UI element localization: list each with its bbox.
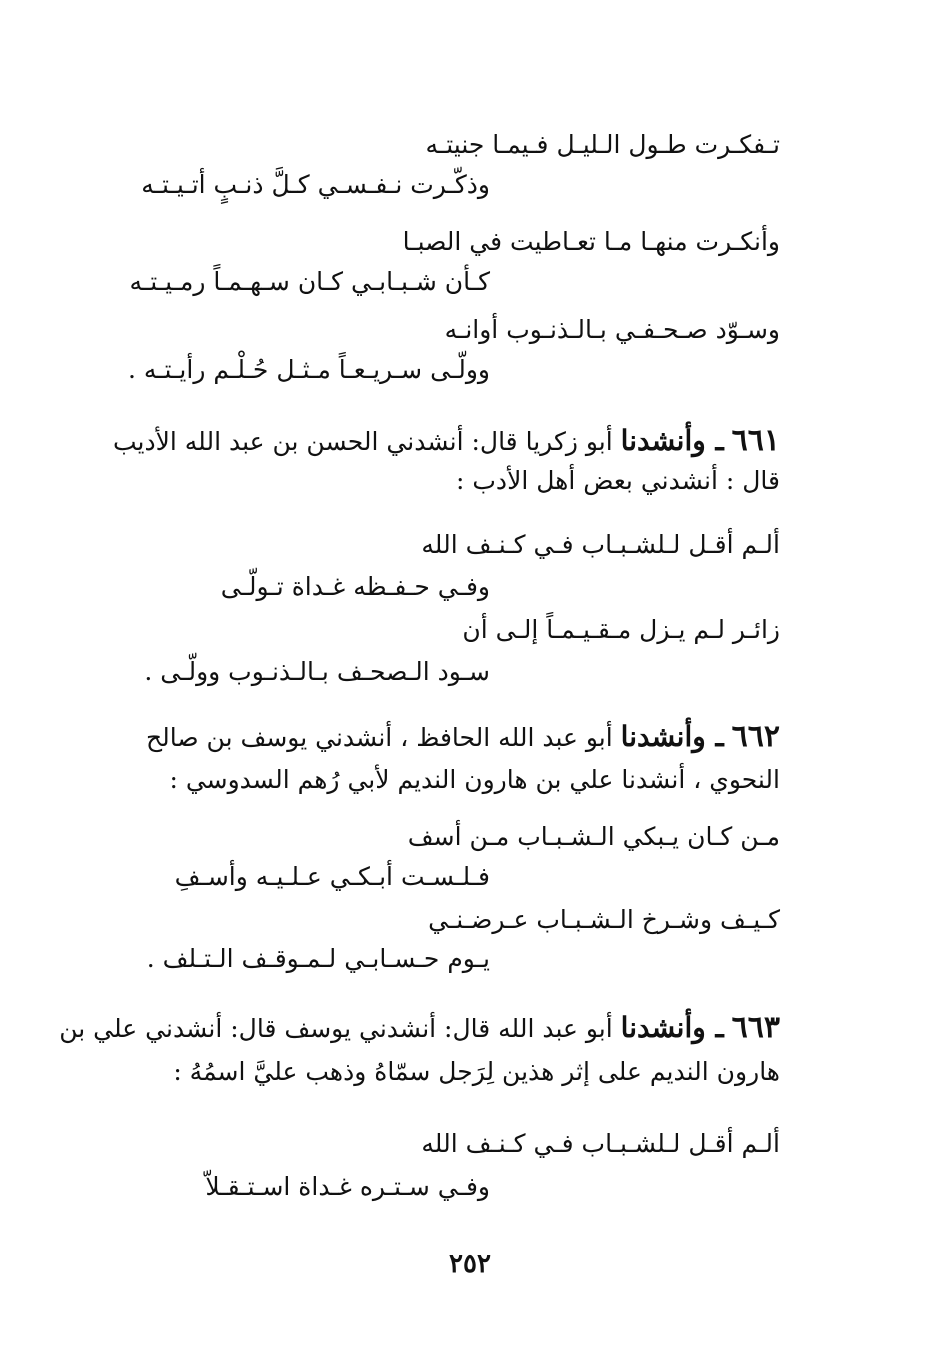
poem3-verse2-first-hemistich: كـيـف وشـرخ الـشـبـاب عـرضـنـي — [428, 905, 780, 934]
entry-662-heading — [96, 720, 780, 755]
page-number: ٢٥٢ — [449, 1249, 491, 1279]
entry-663-line2: هارون النديم على إثر هذين لِرَجل سمّاهُ وذهب عليَّ اسمُهُ : — [173, 1057, 780, 1086]
entry-662-text: أبو عبد الله الحافظ ، أنشدني يوسف بن صالح — [146, 723, 613, 752]
poem1-verse3-first-hemistich: وسـوّد صـحـفـي بـالـذنـوب أوانـه — [444, 315, 780, 344]
poem1-verse2-first-hemistich: وأنكـرت منهـا مـا تعـاطيت في الصبـا — [402, 227, 780, 256]
poem4-verse1-second-hemistich: وفـي سـتـره غـداة اسـتـقـلاّ — [205, 1172, 490, 1201]
entry-661-line2: قال : أنشدني بعض أهل الأدب : — [456, 466, 780, 495]
poem2-verse1-second-hemistich: وفـي حـفـظه غـداة تـولّـى — [220, 572, 490, 601]
poem2-verse2-first-hemistich: زائـر لـم يـزل مـقـيـمـاً إلـى أن — [462, 615, 780, 644]
entry-663-heading — [59, 1010, 780, 1046]
entry-661-heading — [96, 424, 780, 459]
poem1-verse3-second-hemistich: وولّـى سـريـعـاً مـثـل حُـلْـم رأيـتـه . — [127, 355, 490, 384]
poem1-verse1-second-hemistich: وذكّـرت نـفـسـي كـلَّ ذنـبٍ أتـيـتـه — [141, 170, 490, 199]
entry-661-text: أبو زكريا قال: أنشدني الحسن بن عبد الله الأديب — [112, 427, 613, 456]
poem3-verse1-second-hemistich: فـلـسـت أبـكـي عـلـيـه وأسـفِ — [174, 862, 490, 891]
entry-663-text: أبو عبد الله قال: أنشدني يوسف قال: أنشدني علي بن — [59, 1014, 613, 1043]
poem2-verse1-first-hemistich: ألـم أقـل لـلشـبـاب فـي كـنـف الله — [421, 530, 780, 559]
entry-661-keyword: ـ وأنشدنا — [620, 424, 724, 457]
entry-662-number: ٦٦٢ — [731, 719, 780, 754]
entry-662-keyword: ـ وأنشدنا — [620, 720, 724, 753]
poem1-verse1-first-hemistich: تـفكـرت طـول الـليـل فـيمـا جنيتـه — [425, 130, 780, 159]
poem2-verse2-second-hemistich: سـود الـصحـف بـالـذنـوب وولّـى . — [144, 657, 490, 686]
entry-661-number: ٦٦١ — [731, 423, 780, 458]
poem3-verse1-first-hemistich: مـن كـان يـبكي الـشـبـاب مـن أسف — [407, 822, 780, 851]
entry-663-number: ٦٦٣ — [731, 1010, 780, 1045]
entry-663-keyword: ـ وأنشدنا — [620, 1011, 724, 1044]
poem3-verse2-second-hemistich: يـوم حـسـابـي لـمـوقـف الـتـلف . — [146, 944, 490, 973]
entry-662-line2: النحوي ، أنشدنا علي بن هارون النديم لأبي رُهم السدوسي : — [169, 765, 780, 794]
poem4-verse1-first-hemistich: ألـم أقـل لـلشـبـاب فـي كـنـف الله — [421, 1129, 780, 1158]
poem1-verse2-second-hemistich: كـأن شـبـابـي كـان سـهـمـاً رمـيـتـه — [129, 267, 490, 296]
